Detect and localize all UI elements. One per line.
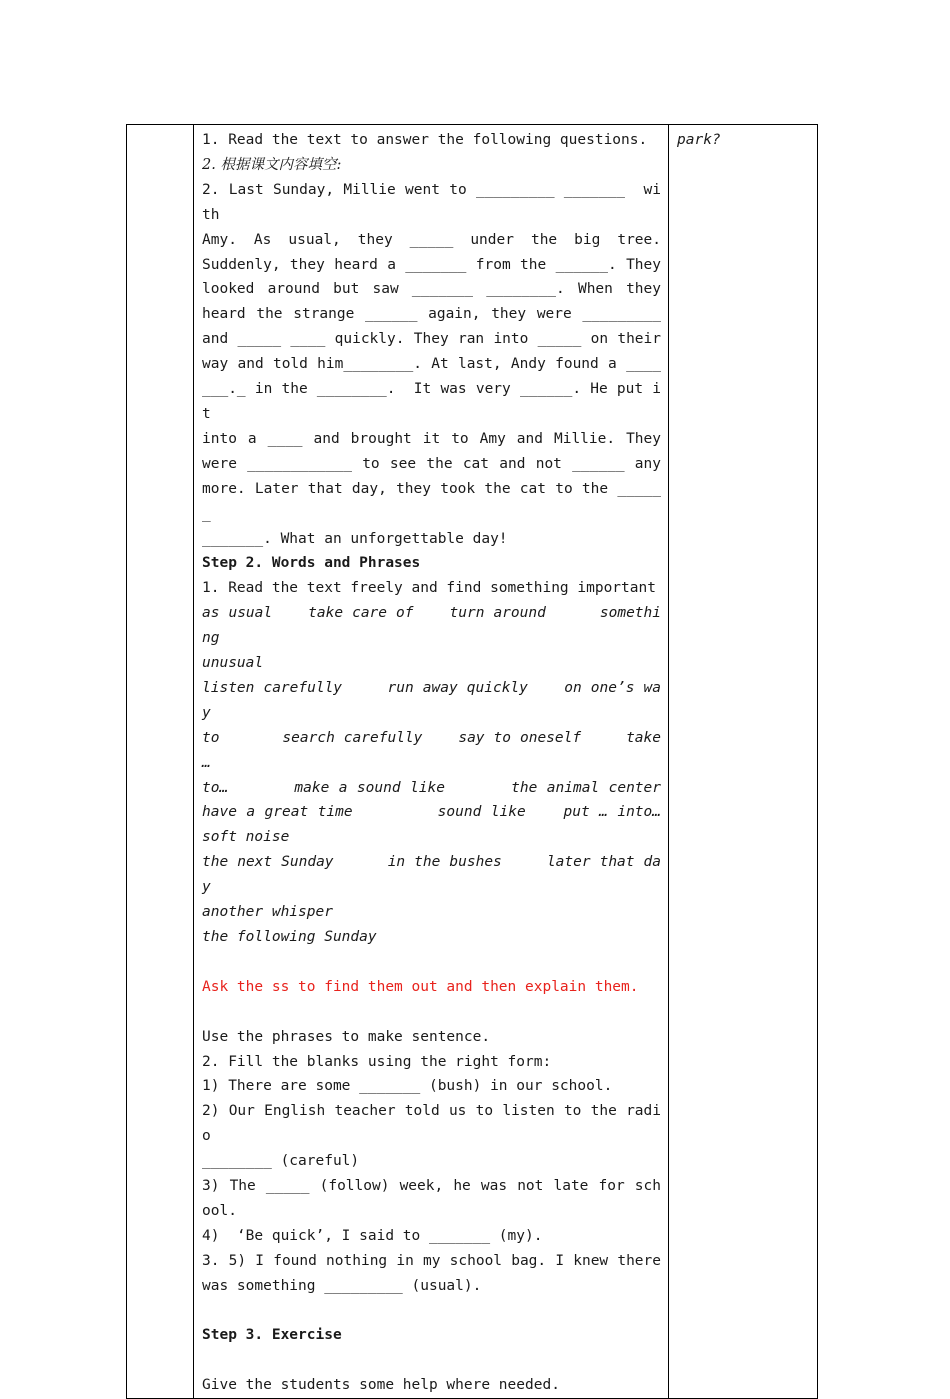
paragraph-line: Suddenly, they heard a _______ from the ______. They [202, 256, 661, 273]
fill-blanks-heading: 2. Fill the blanks using the right form: [202, 1053, 552, 1070]
paragraph-line: looked around but saw _______ ________. When they [202, 281, 661, 298]
phrase-line: the next Sunday in the bushes later that day [202, 854, 661, 896]
spacer [202, 950, 661, 975]
phrase-line: unusual [202, 655, 264, 672]
phrase-line: listen carefully run away quickly on one’s way [202, 679, 661, 721]
main-content-cell [194, 125, 669, 1399]
phrase-line: the following Sunday [202, 929, 377, 945]
fill-blank-heading: 2. 根据课文内容填空: [202, 156, 342, 173]
phrase-line: to… make a sound like the animal center [202, 779, 661, 796]
lesson-plan-table [126, 124, 818, 1399]
paragraph-line: 2. Last Sunday, Millie went to _________ _______ with [202, 181, 661, 223]
fill-item: 3) The _____ (follow) week, he was not late for sch [202, 1178, 661, 1195]
left-column-cell [127, 125, 194, 1399]
paragraph-line: way and told him________. At last, Andy found a ____ [202, 356, 661, 373]
paragraph-line: Amy. As usual, they _____ under the big tree. [202, 231, 661, 248]
step3-heading: Step 3. Exercise [202, 1327, 342, 1344]
use-phrases-instruction: Use the phrases to make sentence. [202, 1028, 491, 1045]
right-column-cell [669, 125, 818, 1399]
right-column-text: park? [677, 132, 721, 148]
spacer [202, 1000, 661, 1025]
spacer [202, 1348, 661, 1373]
fill-item: 3. 5) I found nothing in my school bag. I knew there [202, 1252, 661, 1269]
paragraph-line: more. Later that day, they took the cat to the ______ [202, 480, 661, 522]
paragraph-line: ___._ in the ________. It was very ______. He put it [202, 381, 661, 422]
step2-heading: Step 2. Words and Phrases [202, 555, 421, 572]
paragraph-line: _______. What an unforgettable day! [202, 530, 508, 547]
fill-item: 4) ‘Be quick’, I said to _______ (my). [202, 1227, 543, 1244]
fill-item: 2) Our English teacher told us to listen to the radio [202, 1103, 661, 1145]
teacher-note: Ask the ss to find them out and then explain them. [202, 978, 639, 995]
phrase-line: soft noise [202, 829, 290, 846]
main-content [194, 125, 668, 1398]
phrase-line: another whisper [202, 904, 333, 921]
fill-item: 1) There are some _______ (bush) in our school. [202, 1078, 613, 1095]
paragraph-line: and _____ ____ quickly. They ran into _____ on their [202, 331, 661, 348]
paragraph-line: into a ____ and brought it to Amy and Millie. They [202, 430, 661, 447]
phrase-line: as usual take care of turn around something [202, 605, 661, 647]
step3-note: Give the students some help where needed. [202, 1377, 560, 1394]
spacer [202, 1299, 661, 1324]
fill-item: was something _________ (usual). [202, 1277, 482, 1294]
step2-instruction: 1. Read the text freely and find something important [202, 580, 656, 597]
question-1: 1. Read the text to answer the following questions. [202, 132, 648, 148]
paragraph-line: heard the strange ______ again, they were _________ [202, 306, 661, 323]
phrase-line: to search carefully say to oneself take … [202, 729, 670, 771]
paragraph-line: were ____________ to see the cat and not ______ any [202, 455, 661, 472]
phrase-line: have a great time sound like put … into… [202, 804, 661, 821]
fill-item: ool. [202, 1202, 237, 1219]
fill-item: ________ (careful) [202, 1153, 360, 1170]
